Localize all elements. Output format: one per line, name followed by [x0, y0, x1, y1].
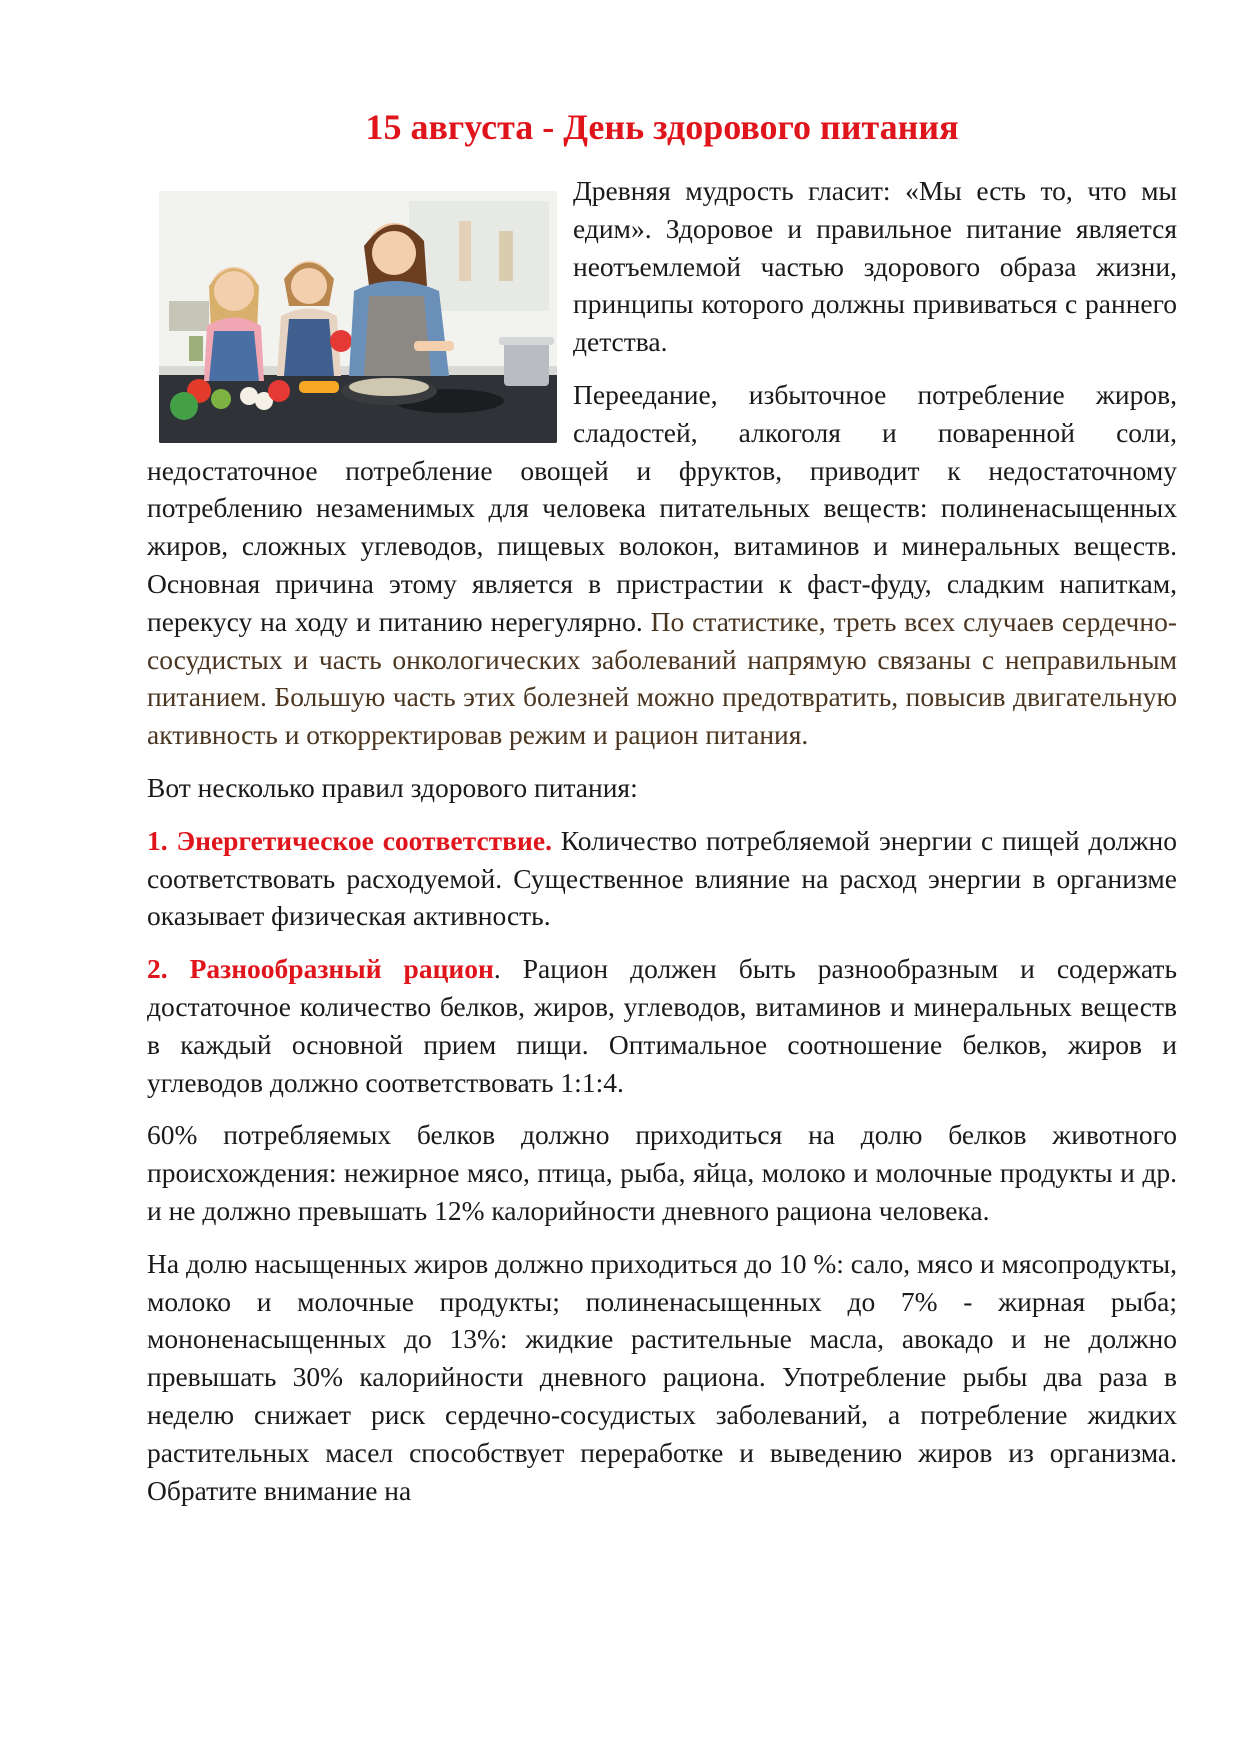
article-body	[147, 172, 1177, 1524]
family-cooking-photo	[159, 191, 557, 443]
paragraph-rules-intro: Вот несколько правил здорового питания:	[147, 771, 638, 803]
paragraph-overeating-main: Переедание, избыточное потребление жиров, сладостей, алкоголя и поваренной соли, недостаточное потребление овощей и фруктов, приводит к недостаточному потреблению незаменимых для человека питательных веществ: полиненасыщенных жиров, сложных углеводов, пищевых волокон, витаминов и минеральных веществ. Основная причина этому является в пристрастии к фаст-фуду, сладким напиткам, перекусу на ходу и питанию нерегулярно.	[147, 378, 1177, 637]
rule-1-title: 1. Энергетическое соответствие.	[147, 824, 552, 856]
paragraph-fats: На долю насыщенных жиров должно приходиться до 10 %: сало, мясо и мясопродукты, молоко и молочные продукты; полиненасыщенных до 7% - жирная рыба; мононенасыщенных до 13%: жидкие растительные масла, авокадо и не должно превышать 30% калорийности дневного рациона. Употребление рыбы два раза в неделю снижает риск сердечно-сосудистых заболеваний, а потребление жидких растительных масел способствует переработке и выведению жиров из организма. Обратите внимание на	[147, 1247, 1177, 1506]
paragraph-proteins: 60% потребляемых белков должно приходиться на долю белков животного происхождения: нежирное мясо, птица, рыба, яйца, молоко и молочные продукты и др. и не должно превышать 12% калорийности дневного рациона человека.	[147, 1119, 1177, 1226]
page-title: 15 августа - День здорового питания	[365, 107, 959, 147]
rule-1	[147, 822, 1177, 935]
rule-2-title: 2. Разнообразный рацион	[147, 953, 494, 985]
rule-2-text: . Рацион должен быть разнообразным и содержать достаточное количество белков, жиров, углеводов, витаминов и минеральных веществ в каждый основной прием пищи. Оптимальное соотношение белков, жиров и углеводов должно соответствовать 1:1:4.	[147, 953, 1177, 1098]
paragraph-intro: Древняя мудрость гласит: «Мы есть то, что мы едим». Здоровое и правильное питание является неотъемлемой частью здорового образа жизни, принципы которого должны прививаться с раннего детства.	[573, 175, 1177, 358]
rule-2	[147, 950, 1177, 1101]
paragraph-statistics: По статистике, треть всех случаев сердечно-сосудистых и часть онкологических заболеваний напрямую связаны с неправильным питанием. Большую часть этих болезней можно предотвратить, повысив двигательную активность и откорректировав режим и рацион питания.	[147, 605, 1177, 751]
rule-1-text: Количество потребляемой энергии с пищей должно соответствовать расходуемой. Существенное влияние на расход энергии в организме оказывает физическая активность.	[147, 824, 1177, 932]
